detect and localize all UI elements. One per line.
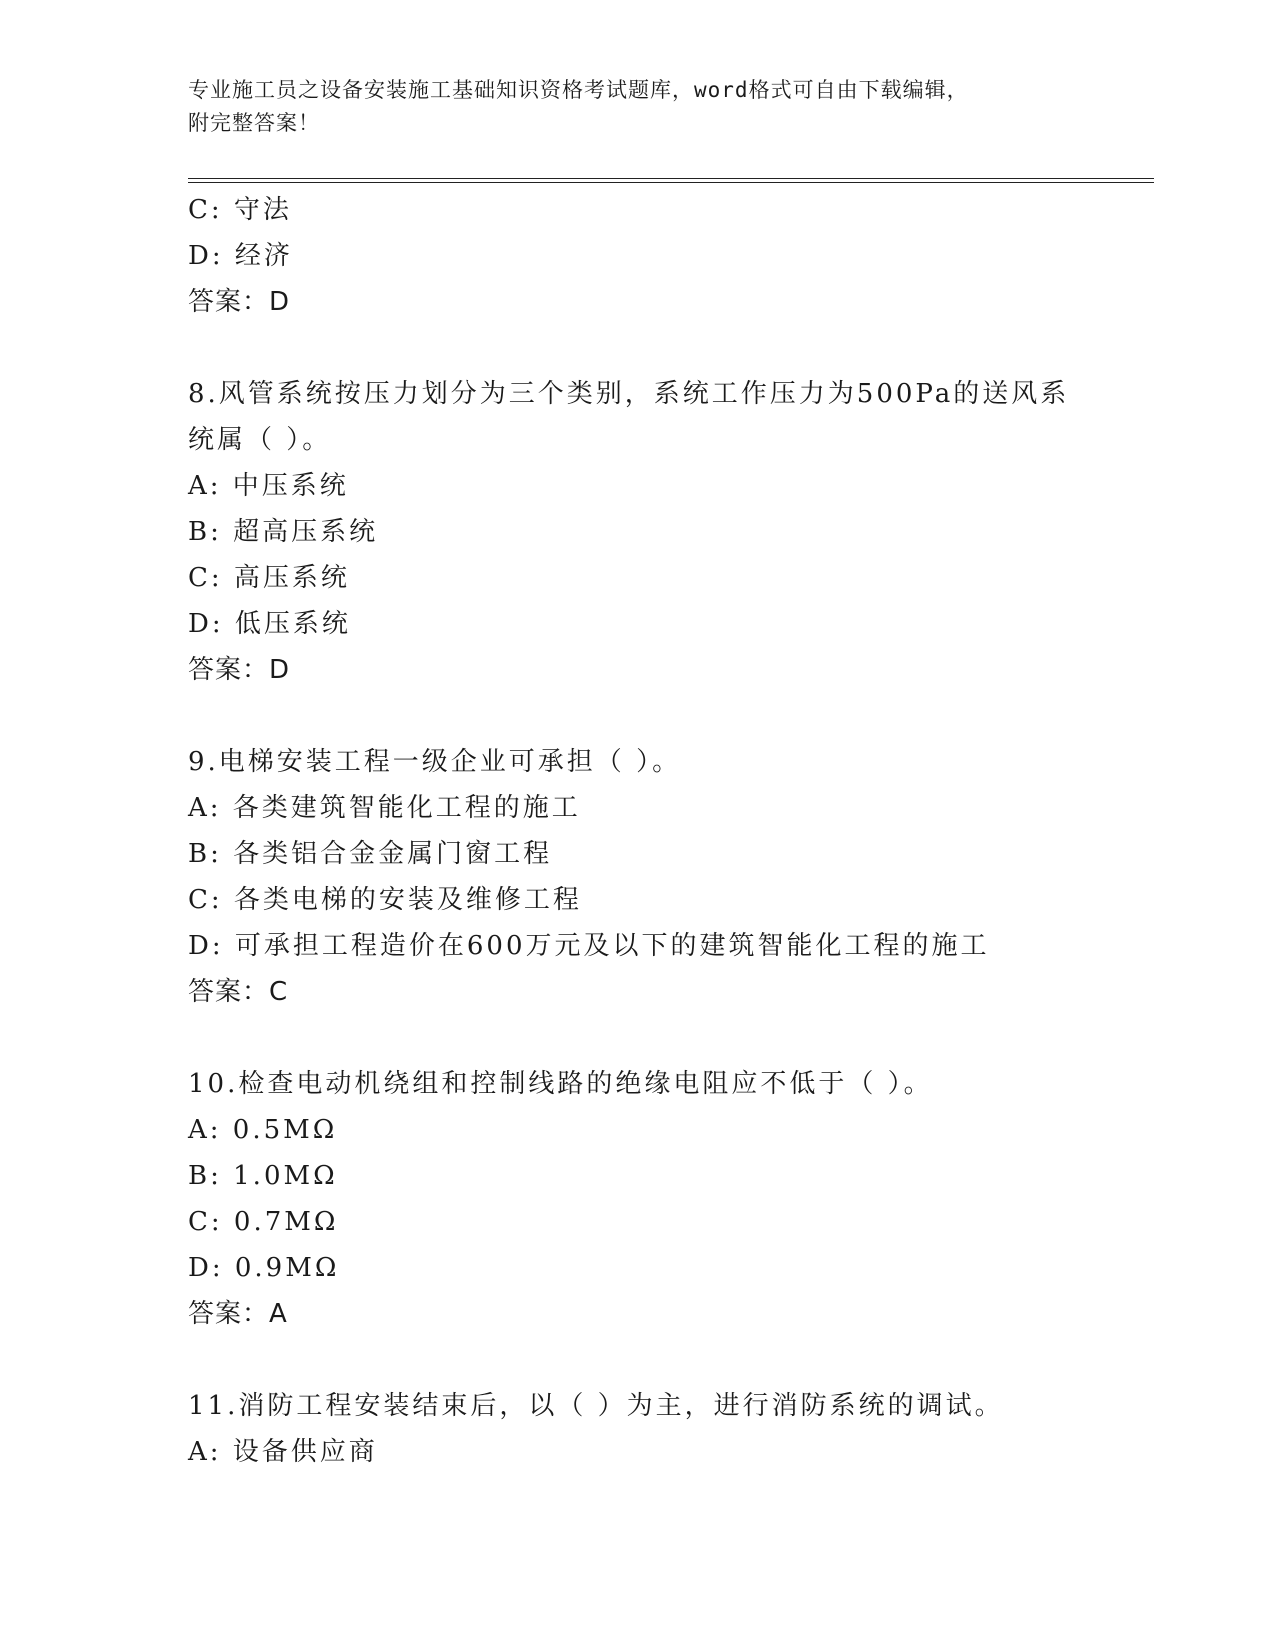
option-a: A: 0.5MΩ: [188, 1115, 338, 1145]
option-b: B: 超高压系统: [188, 517, 379, 547]
option-c: C: 各类电梯的安装及维修工程: [188, 885, 582, 915]
question-stem: 8.风管系统按压力划分为三个类别，系统工作压力为500Pa的送风系: [188, 379, 1070, 409]
spacer: [188, 693, 1148, 739]
spacer: [188, 1337, 1148, 1383]
option-d: D: 0.9MΩ: [188, 1253, 340, 1283]
option-c: C: 高压系统: [188, 563, 350, 593]
answer-line: 答案：D: [188, 655, 291, 685]
option-a: A: 各类建筑智能化工程的施工: [188, 793, 581, 823]
option-d: D: 低压系统: [188, 609, 351, 639]
option-d: D: 经济: [188, 241, 293, 271]
document-header: [188, 74, 1068, 140]
question-11: [188, 1383, 1148, 1475]
question-partial: [188, 187, 1148, 325]
option-b: B: 1.0MΩ: [188, 1161, 338, 1191]
question-stem: 11.消防工程安装结束后，以（ ）为主，进行消防系统的调试。: [188, 1391, 1004, 1421]
question-8: [188, 371, 1148, 693]
answer-line: 答案：D: [188, 287, 291, 317]
question-stem: 9.电梯安装工程一级企业可承担（ ）。: [188, 747, 682, 777]
question-stem: 10.检查电动机绕组和控制线路的绝缘电阻应不低于（ ）。: [188, 1069, 933, 1099]
answer-line: 答案：C: [188, 977, 289, 1007]
option-a: A: 设备供应商: [188, 1437, 378, 1467]
option-d: D: 可承担工程造价在600万元及以下的建筑智能化工程的施工: [188, 931, 990, 961]
option-c: C: 守法: [188, 195, 292, 225]
question-10: [188, 1061, 1148, 1337]
spacer: [188, 1015, 1148, 1061]
header-divider-top: [188, 178, 1154, 179]
option-c: C: 0.7MΩ: [188, 1207, 339, 1237]
option-b: B: 各类铝合金金属门窗工程: [188, 839, 553, 869]
question-stem-continued: 统属（ ）。: [188, 425, 332, 455]
answer-line: 答案：A: [188, 1299, 288, 1329]
option-a: A: 中压系统: [188, 471, 349, 501]
header-divider-bottom: [188, 182, 1154, 183]
header-line-2: 附完整答案！: [188, 111, 320, 135]
header-line-1: 专业施工员之设备安装施工基础知识资格考试题库，word格式可自由下载编辑，: [188, 78, 969, 102]
spacer: [188, 325, 1148, 371]
question-list: [188, 187, 1148, 1475]
question-9: [188, 739, 1148, 1015]
